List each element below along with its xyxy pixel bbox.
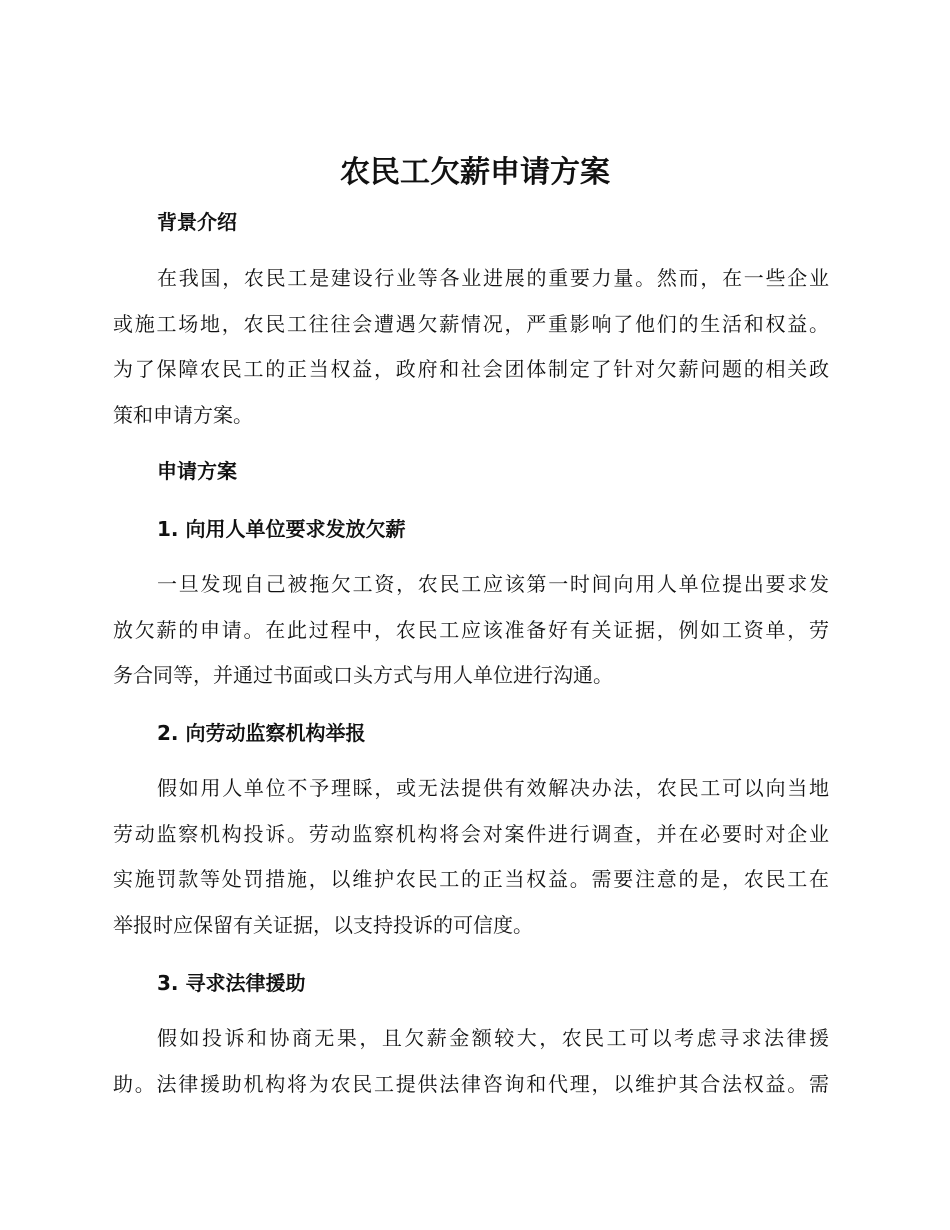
document-title: 农民工欠薪申请方案: [340, 155, 610, 190]
paragraph-line: 策和申请方案。: [113, 402, 253, 427]
paragraph-line: 实施罚款等处罚措施，以维护农民工的正当权益。需要注意的是，农民工在: [113, 867, 829, 891]
paragraph-line: 在我国，农民工是建设行业等各业进展的重要力量。然而，在一些企业: [157, 266, 829, 290]
paragraph-line: 一旦发现自己被拖欠工资，农民工应该第一时间向用人单位提出要求发: [157, 572, 829, 596]
section-paragraph-step-2: [113, 766, 829, 948]
section-heading-step-1: 1. 向用人单位要求发放欠薪: [157, 517, 406, 541]
section-paragraph-step-3: [113, 1016, 829, 1107]
paragraph-line: 或施工场地，农民工往往会遭遇欠薪情况，严重影响了他们的生活和权益。: [113, 311, 829, 336]
section-heading-background: 背景介绍: [157, 210, 237, 234]
paragraph-line: 假如用人单位不予理睬，或无法提供有效解决办法，农民工可以向当地: [157, 776, 829, 800]
paragraph-line: 为了保障农民工的正当权益，政府和社会团体制定了针对欠薪问题的相关政: [113, 357, 829, 381]
section-paragraph-background: [113, 256, 829, 438]
paragraph-line: 放欠薪的申请。在此过程中，农民工应该准备好有关证据，例如工资单，劳: [113, 617, 829, 642]
section-heading-application: 申请方案: [157, 459, 237, 483]
section-heading-step-3: 3. 寻求法律援助: [157, 971, 306, 995]
paragraph-line: 务合同等，并通过书面或口头方式与用人单位进行沟通。: [113, 663, 613, 687]
paragraph-line: 劳动监察机构投诉。劳动监察机构将会对案件进行调查，并在必要时对企业: [113, 821, 829, 846]
paragraph-line: 举报时应保留有关证据，以支持投诉的可信度。: [113, 912, 533, 937]
section-paragraph-step-1: [113, 562, 829, 699]
paragraph-line: 假如投诉和协商无果，且欠薪金额较大，农民工可以考虑寻求法律援: [157, 1026, 829, 1050]
section-heading-step-2: 2. 向劳动监察机构举报: [157, 721, 366, 745]
paragraph-line: 助。法律援助机构将为农民工提供法律咨询和代理，以维护其合法权益。需: [113, 1071, 829, 1096]
